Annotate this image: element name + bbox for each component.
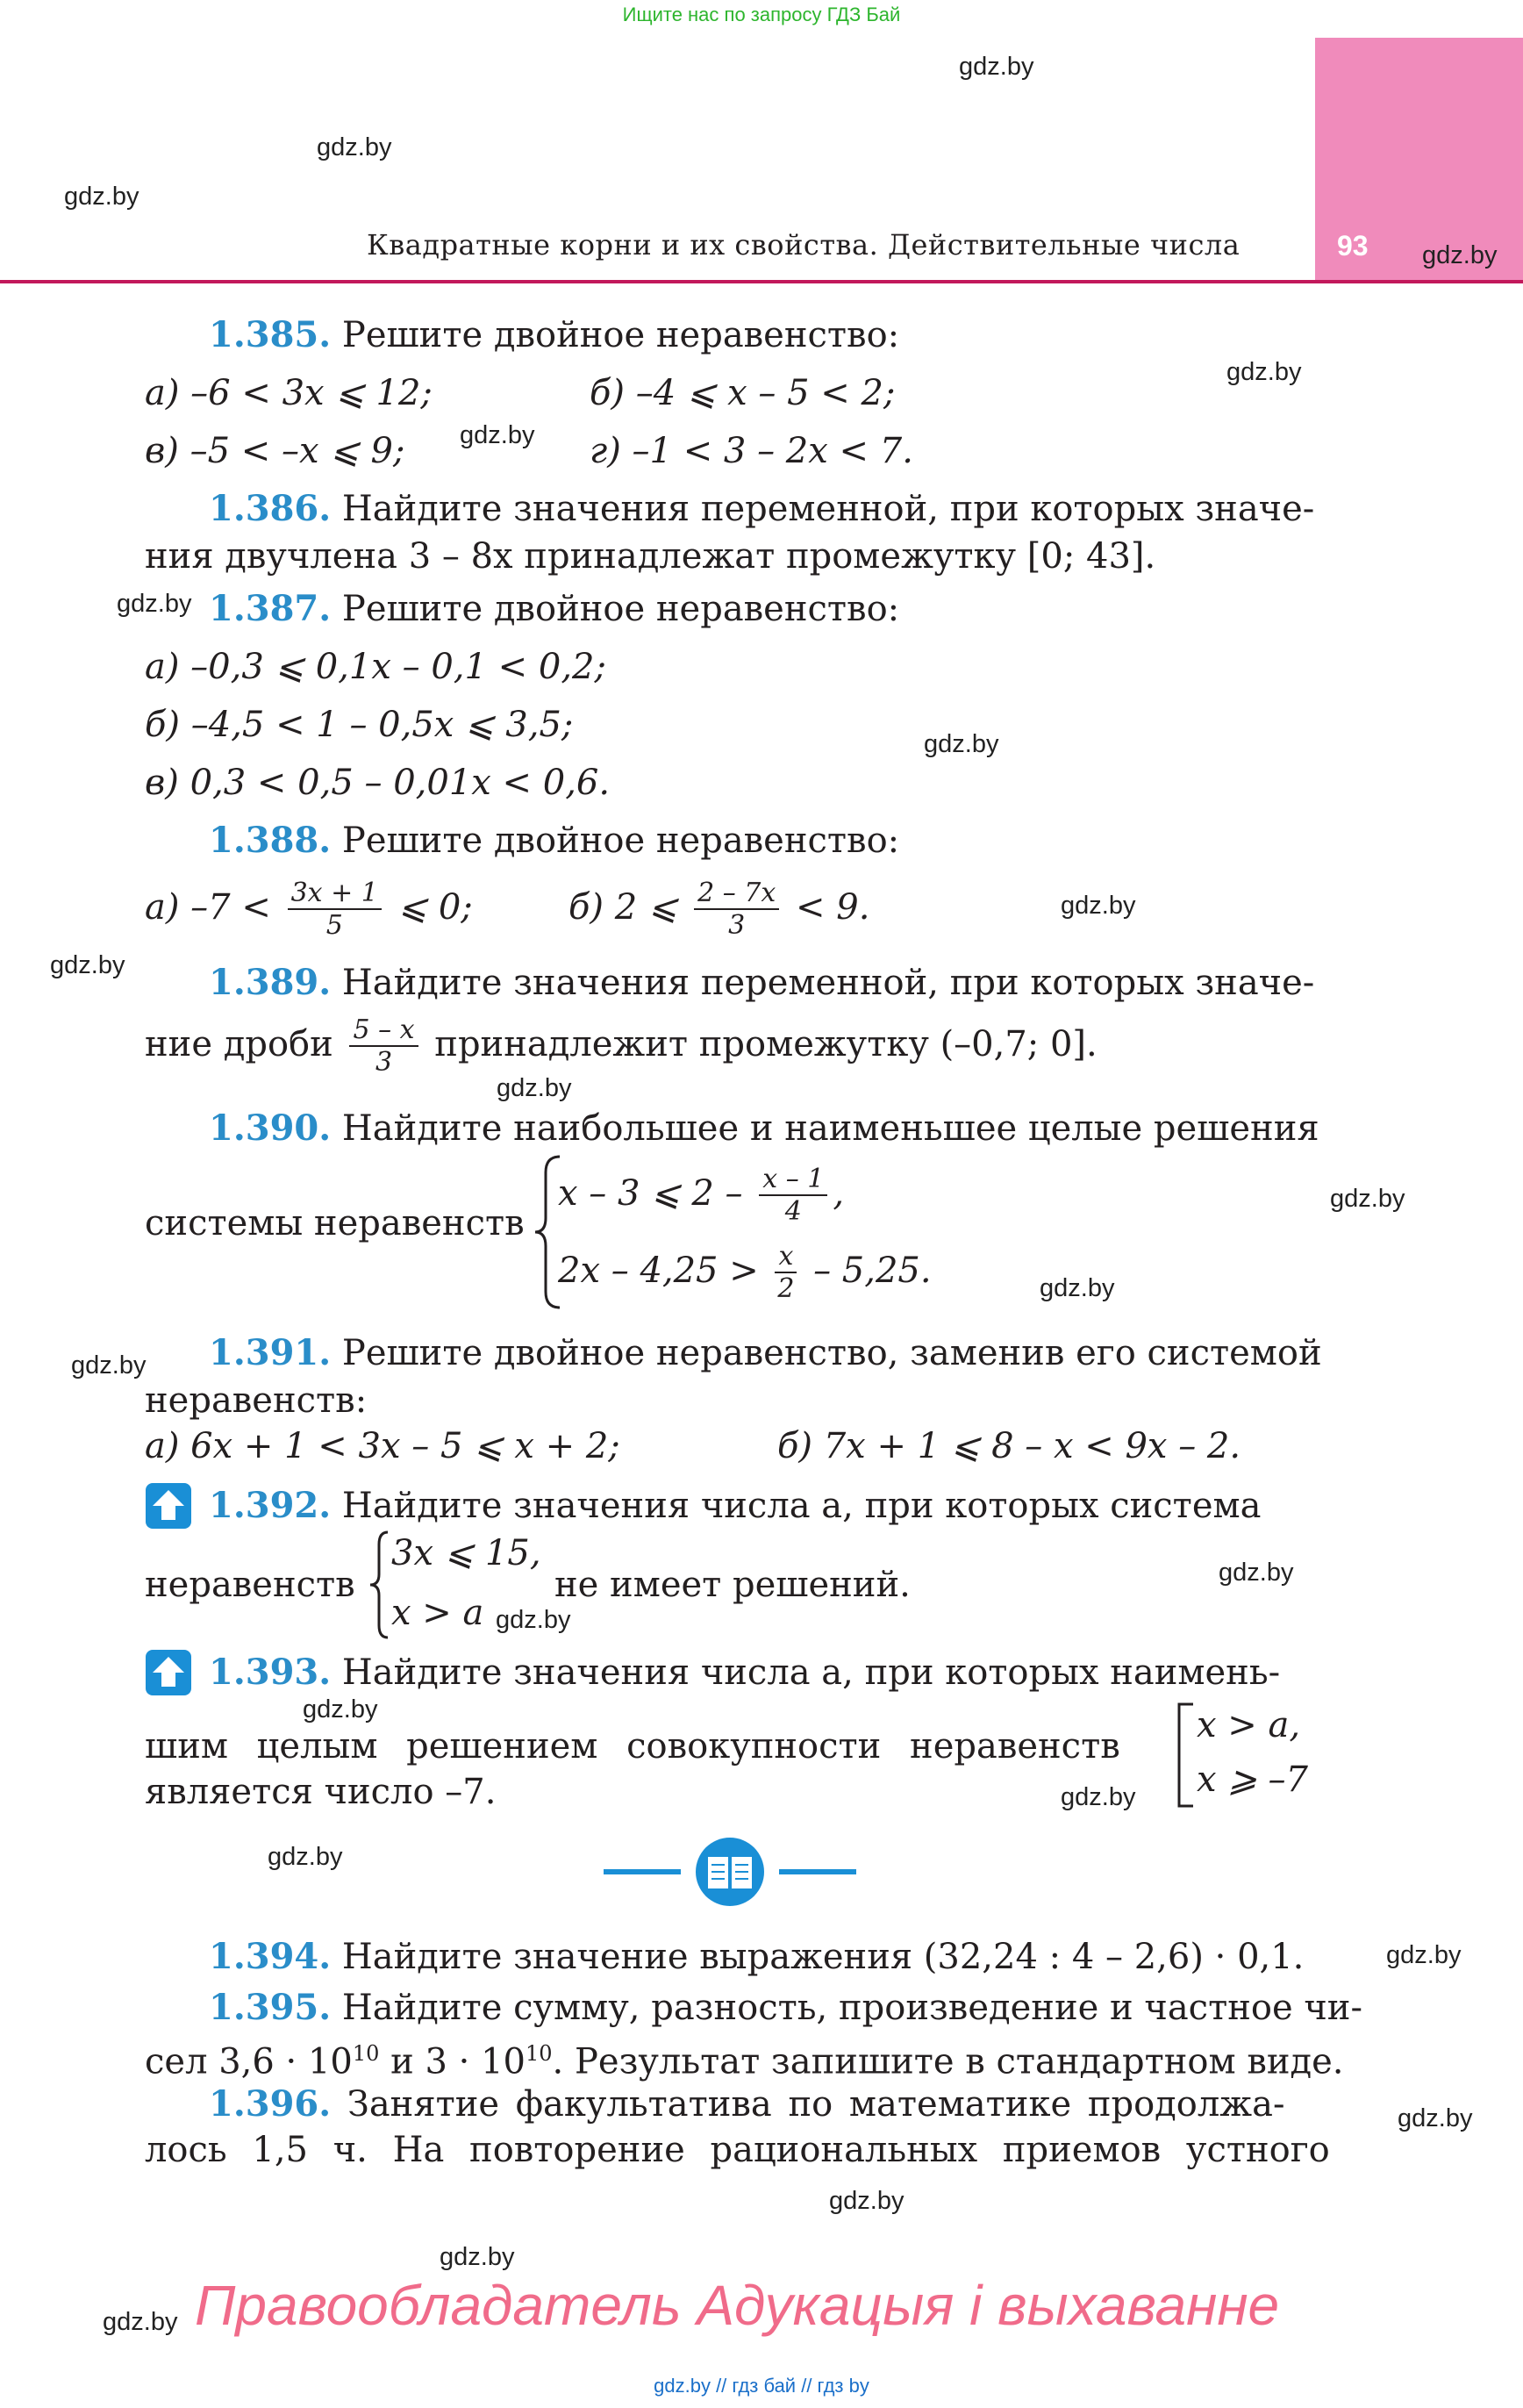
- item-b: б) –4,5 < 1 – 0,5x ⩽ 3,5;: [145, 705, 574, 745]
- watermark: gdz.by: [496, 1606, 571, 1634]
- system-brace: [368, 1530, 391, 1639]
- system-row-1: [558, 1158, 844, 1229]
- problem-1-392: [209, 1485, 1261, 1527]
- problem-1-391: [209, 1332, 1322, 1374]
- numerator: 3x + 1: [288, 878, 382, 910]
- problem-text-line: не имеет решений.: [554, 1565, 911, 1605]
- denominator: 4: [784, 1196, 802, 1227]
- system-label: системы неравенств: [145, 1203, 525, 1243]
- problem-number: 1.389.: [209, 962, 332, 1003]
- problem-1-393: [209, 1652, 1280, 1694]
- book-icon: [696, 1838, 764, 1906]
- watermark: gdz.by: [497, 1074, 572, 1102]
- watermark: gdz.by: [1061, 892, 1136, 920]
- expr-post: ⩽ 0;: [397, 887, 473, 928]
- watermark: gdz.by: [1040, 1274, 1115, 1302]
- problem-text-line: [145, 1009, 1098, 1079]
- watermark: gdz.by: [64, 183, 139, 211]
- problem-text: Найдите наибольшее и наименьшее целые решения: [341, 1108, 1319, 1149]
- denominator: 2: [777, 1273, 795, 1304]
- watermark: gdz.by: [71, 1351, 147, 1380]
- exponent: 10: [352, 2041, 380, 2066]
- problem-1-385: [209, 314, 899, 356]
- text-post: принадлежит промежутку (–0,7; 0].: [434, 1024, 1098, 1064]
- watermark: gdz.by: [460, 421, 535, 449]
- problem-text-line: шим целым решением совокупности неравенств: [145, 1726, 1120, 1767]
- system-label: неравенств: [145, 1565, 355, 1605]
- item-c: в) –5 < –x ⩽ 9;: [145, 431, 405, 471]
- watermark: gdz.by: [1398, 2104, 1473, 2132]
- watermark: gdz.by: [829, 2187, 905, 2215]
- problem-text: Найдите сумму, разность, произведение и частное чи-: [341, 1988, 1362, 2028]
- watermark: gdz.by: [1226, 358, 1302, 386]
- problem-1-387: [209, 588, 899, 630]
- item-b: б) 7x + 1 ⩽ 8 – x < 9x – 2.: [777, 1426, 1241, 1466]
- expr-post: – 5,25.: [813, 1251, 932, 1291]
- problem-text-line: неравенств:: [145, 1380, 368, 1421]
- problem-text-line: ния двучлена 3 – 8x принадлежат промежутку [0; 43].: [145, 536, 1156, 577]
- system-row-2: x > a: [391, 1593, 484, 1633]
- expr-pre: а) –7 <: [145, 887, 271, 928]
- fraction: [759, 1165, 827, 1228]
- denominator: 5: [325, 910, 343, 941]
- advanced-level-icon: [146, 1650, 191, 1695]
- watermark: gdz.by: [1422, 241, 1498, 269]
- watermark: gdz.by: [1386, 1941, 1462, 1969]
- text-part: . Результат запишите в стандартном виде.: [552, 2041, 1344, 2082]
- exponent: 10: [526, 2041, 553, 2066]
- problem-text: Найдите значения переменной, при которых значе-: [341, 489, 1315, 529]
- expr-pre: 2x – 4,25 >: [558, 1251, 759, 1291]
- watermark: gdz.by: [1330, 1185, 1405, 1213]
- problem-text: Решите двойное неравенство:: [341, 821, 900, 861]
- fraction: [694, 878, 779, 942]
- page-number: 93: [1337, 230, 1369, 262]
- problem-number: 1.393.: [209, 1652, 332, 1693]
- watermark: gdz.by: [50, 951, 125, 979]
- numerator: 2 – 7x: [694, 878, 779, 910]
- problem-1-389: [209, 962, 1314, 1004]
- problem-1-388: [209, 820, 899, 862]
- numerator: 5 – x: [349, 1015, 418, 1047]
- watermark: gdz.by: [317, 133, 392, 161]
- expr-post: < 9.: [796, 887, 870, 928]
- problem-number: 1.390.: [209, 1107, 332, 1149]
- problem-text: Найдите значения числа a, при которых система: [341, 1486, 1262, 1526]
- footer-links: gdz.by // гдз бай // гдз by: [654, 2375, 869, 2397]
- problem-1-395: [209, 1987, 1362, 2029]
- fraction: [349, 1015, 418, 1079]
- section-divider-left: [604, 1869, 681, 1874]
- watermark: gdz.by: [268, 1843, 343, 1871]
- watermark: gdz.by: [440, 2243, 515, 2271]
- problem-text-line: лось 1,5 ч. На повторение рациональных приемов устного: [145, 2130, 1330, 2170]
- watermark: gdz.by: [959, 53, 1034, 81]
- denominator: 3: [375, 1047, 393, 1078]
- item-a: а) –0,3 ⩽ 0,1x – 0,1 < 0,2;: [145, 647, 606, 687]
- expr-post: ,: [833, 1173, 845, 1214]
- problem-1-394: [209, 1936, 1304, 1978]
- problem-number: 1.385.: [209, 314, 332, 355]
- denominator: 3: [728, 910, 746, 941]
- watermark: gdz.by: [117, 590, 192, 618]
- item-b: б) –4 ⩽ x – 5 < 2;: [590, 373, 896, 413]
- problem-text: Решите двойное неравенство:: [341, 589, 900, 629]
- header-rule: [0, 280, 1523, 283]
- watermark: gdz.by: [303, 1695, 378, 1724]
- system-row-1: 3x ⩽ 15,: [391, 1533, 541, 1573]
- problem-text-line: является число –7.: [145, 1772, 497, 1812]
- problem-number: 1.395.: [209, 1987, 332, 2028]
- section-divider-right: [779, 1869, 856, 1874]
- running-title: Квадратные корни и их свойства. Действительные числа: [367, 228, 1241, 262]
- fraction: [775, 1242, 797, 1305]
- watermark: gdz.by: [924, 730, 999, 758]
- set-row-1: x > a,: [1197, 1705, 1301, 1745]
- advanced-level-icon: [146, 1483, 191, 1529]
- expr-pre: x – 3 ⩽ 2 –: [558, 1173, 743, 1214]
- item-c: в) 0,3 < 0,5 – 0,01x < 0,6.: [145, 763, 611, 803]
- problem-text: Найдите значения переменной, при которых значе-: [341, 963, 1315, 1003]
- problem-1-386: [209, 488, 1314, 530]
- item-b: [568, 872, 869, 942]
- problem-number: 1.386.: [209, 488, 332, 529]
- set-row-2: x ⩾ –7: [1197, 1759, 1308, 1800]
- expr-pre: б) 2 ⩽: [568, 887, 678, 928]
- problem-number: 1.391.: [209, 1332, 332, 1373]
- problem-number: 1.392.: [209, 1485, 332, 1526]
- set-bracket: [1176, 1702, 1197, 1808]
- system-row-2: [558, 1236, 932, 1306]
- problem-text: Решите двойное неравенство, заменив его системой: [341, 1333, 1322, 1373]
- text-part: сел 3,6 · 10: [145, 2041, 353, 2082]
- problem-number: 1.396.: [209, 2083, 332, 2125]
- text-part: и 3 · 10: [379, 2041, 526, 2082]
- copyright-notice: Правообладатель Адукацыя і выхаванне: [195, 2274, 1280, 2337]
- text-pre: ние дроби: [145, 1024, 333, 1064]
- problem-text-line: [145, 2032, 1344, 2082]
- item-a: а) 6x + 1 < 3x – 5 ⩽ x + 2;: [145, 1426, 620, 1466]
- problem-number: 1.387.: [209, 588, 332, 629]
- problem-number: 1.388.: [209, 820, 332, 861]
- search-hint: Ищите нас по запросу ГДЗ Бай: [622, 4, 901, 25]
- numerator: x – 1: [759, 1165, 827, 1196]
- problem-text: Занятие факультатива по математике продолжа-: [347, 2084, 1285, 2125]
- watermark: gdz.by: [1061, 1783, 1136, 1811]
- watermark: gdz.by: [1219, 1559, 1294, 1587]
- problem-text: Найдите значения числа a, при которых наимень-: [341, 1652, 1281, 1693]
- watermark: gdz.by: [103, 2308, 178, 2336]
- item-a: [145, 872, 473, 942]
- numerator: x: [775, 1242, 797, 1273]
- problem-text: Найдите значение выражения (32,24 : 4 – 2,6) · 0,1.: [341, 1937, 1305, 1977]
- problem-number: 1.394.: [209, 1936, 332, 1977]
- problem-1-396: [209, 2083, 1284, 2125]
- problem-1-390: [209, 1107, 1319, 1150]
- fraction: [288, 878, 382, 942]
- problem-text: Решите двойное неравенство:: [341, 315, 900, 355]
- item-d: г) –1 < 3 – 2x < 7.: [590, 431, 913, 471]
- item-a: а) –6 < 3x ⩽ 12;: [145, 373, 433, 413]
